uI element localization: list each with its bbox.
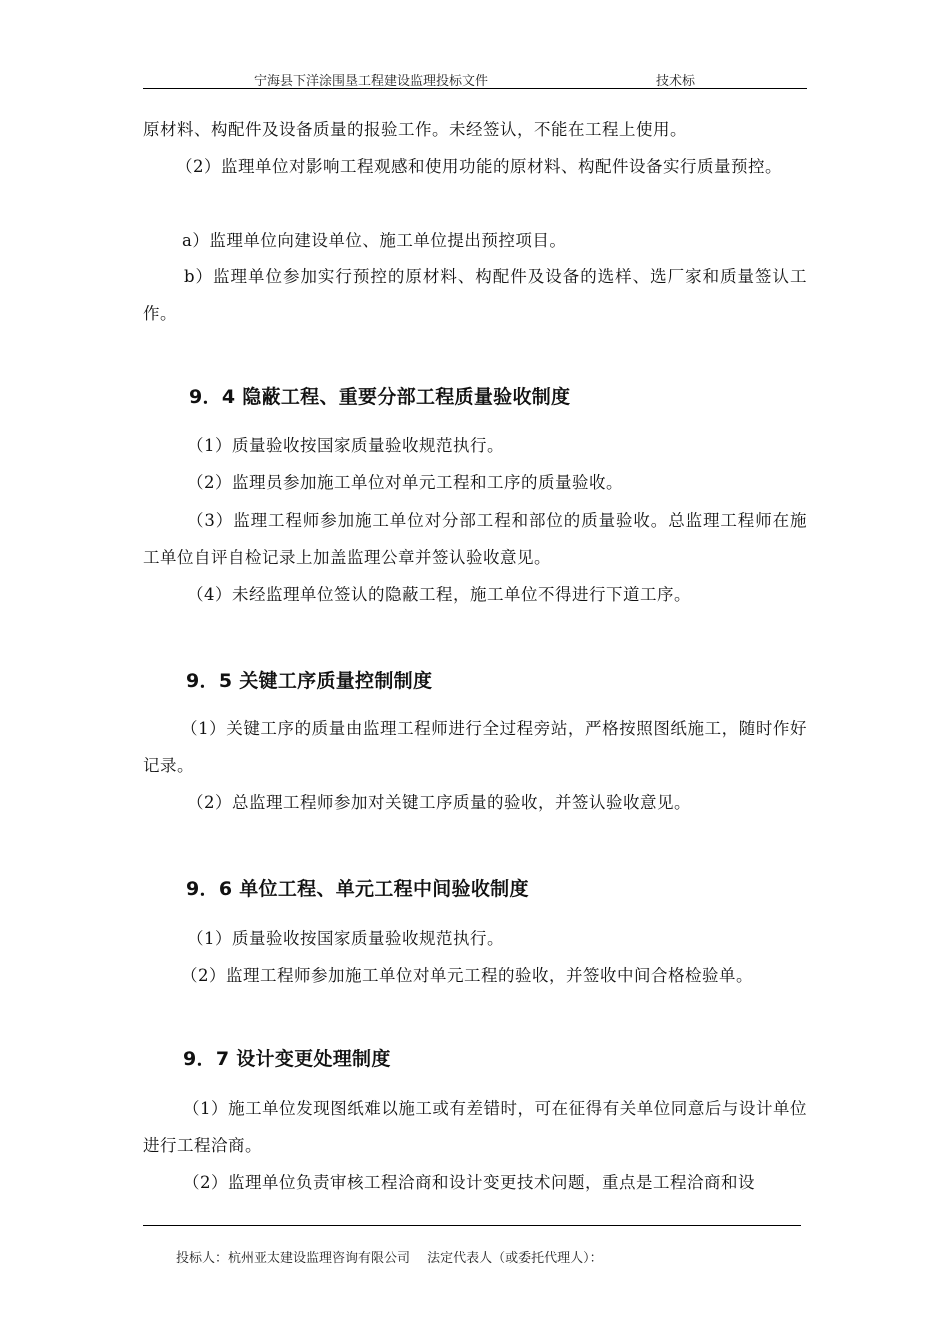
paragraph: b）监理单位参加实行预控的原材料、构配件及设备的选样、选厂家和质量签认工作。	[143, 267, 807, 323]
page-header-left: 宁海县下洋涂围垦工程建设监理投标文件	[254, 74, 489, 89]
paragraph: a）监理单位向建设单位、施工单位提出预控项目。	[182, 231, 567, 250]
list-item: （1）质量验收按国家质量验收规范执行。	[187, 929, 504, 948]
section-heading: 9．4 隐蔽工程、重要分部工程质量验收制度	[189, 386, 571, 408]
section-heading: 9．5 关键工序质量控制制度	[186, 670, 433, 692]
page-header-right: 技术标	[656, 74, 696, 89]
list-item: （3）监理工程师参加施工单位对分部工程和部位的质量验收。总监理工程师在施工单位自评自检记录上加盖监理公章并签认验收意见。	[143, 511, 807, 567]
list-item: （1）关键工序的质量由监理工程师进行全过程旁站，严格按照图纸施工，随时作好记录。	[143, 719, 807, 775]
section-heading: 9．6 单位工程、单元工程中间验收制度	[186, 878, 529, 900]
list-item: （2）总监理工程师参加对关键工序质量的验收，并签认验收意见。	[187, 793, 691, 812]
page-footer: 投标人：杭州亚太建设监理咨询有限公司 法定代表人（或委托代理人）：	[176, 1251, 603, 1266]
list-item: （2）监理单位负责审核工程洽商和设计变更技术问题，重点是工程洽商和设	[183, 1173, 755, 1192]
list-item: （1）施工单位发现图纸难以施工或有差错时，可在征得有关单位同意后与设计单位进行工程洽商。	[143, 1099, 807, 1155]
list-item: （2）监理员参加施工单位对单元工程和工序的质量验收。	[187, 473, 623, 492]
paragraph: 原材料、构配件及设备质量的报验工作。未经签认，不能在工程上使用。	[143, 120, 687, 139]
section-heading: 9．7 设计变更处理制度	[183, 1048, 391, 1070]
footer-rule	[143, 1225, 801, 1226]
list-item: （1）质量验收按国家质量验收规范执行。	[187, 436, 504, 455]
paragraph: （2）监理单位对影响工程观感和使用功能的原材料、构配件设备实行质量预控。	[176, 157, 782, 176]
list-item: （2）监理工程师参加施工单位对单元工程的验收，并签收中间合格检验单。	[181, 966, 753, 985]
header-rule	[143, 88, 807, 89]
list-item: （4）未经监理单位签认的隐蔽工程，施工单位不得进行下道工序。	[187, 585, 691, 604]
